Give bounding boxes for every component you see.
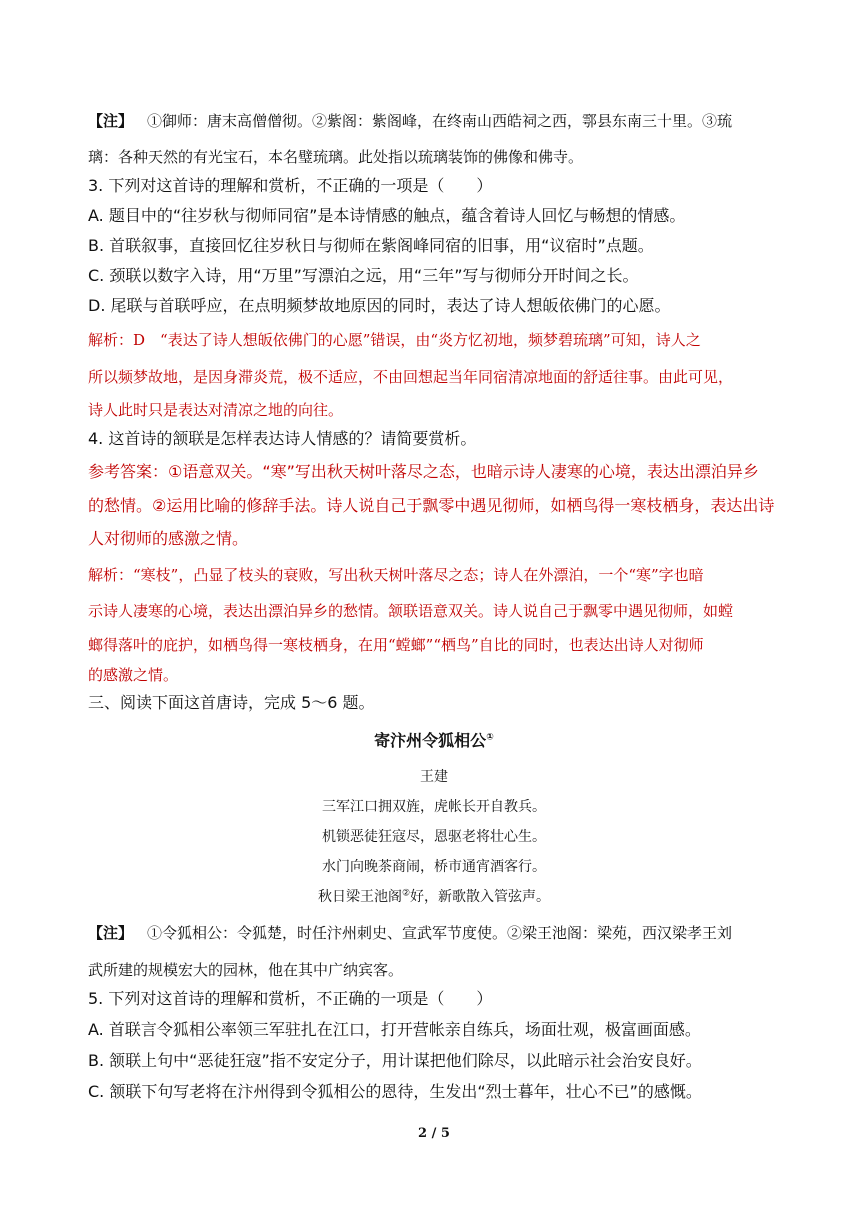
poem-line — [0, 887, 868, 907]
footnote-marker: ② — [401, 888, 411, 899]
option-a: A. 题目中的“往岁秋与彻师同宿”是本诗情感的触点，蕴含着诗人回忆与畅想的情感。 — [88, 206, 686, 225]
option-b: B. 首联叙事，直接回忆往岁秋日与彻师在紫阁峰同宿的旧事，用“议宿时”点题。 — [88, 236, 654, 255]
question-5-stem: 5. 下列对这首诗的理解和赏析，不正确的一项是（ ） — [88, 989, 493, 1008]
poem-line: 机锁恶徒狂寇尽，恩驱老将壮心生。 — [322, 829, 546, 845]
analysis-line: 解析：“寒枝”，凸显了枝头的衰败，写出秋天树叶落尽之态；诗人在外漂泊，一个“寒”字也暗 — [88, 566, 704, 584]
page-number: 2 / 5 — [418, 1126, 450, 1141]
option-b: B. 颔联上句中“恶徒狂寇”指不安定分子，用计谋把他们除尽，以此暗示社会治安良好。 — [88, 1051, 702, 1070]
poem-line-text: 好，新歌散入管弦声。 — [410, 889, 551, 905]
poem-line-text: 秋日梁王池阁 — [317, 889, 402, 905]
option-c: C. 颈联以数字入诗，用“万里”写漂泊之远，用“三年”写与彻师分开时间之长。 — [88, 266, 639, 285]
poem-title-text: 寄汴州令狐相公 — [374, 731, 487, 750]
question-4-stem: 4. 这首诗的颔联是怎样表达诗人情感的？请简要赏析。 — [88, 429, 477, 448]
option-a: A. 首联言令狐相公率领三军驻扎在江口，打开营帐亲自练兵，场面壮观，极富画面感。 — [88, 1020, 701, 1039]
question-3-stem: 3. 下列对这首诗的理解和赏析，不正确的一项是（ ） — [88, 176, 493, 195]
note-tag: 【注】 — [88, 924, 134, 942]
note-line — [88, 923, 732, 943]
section-heading: 三、阅读下面这首唐诗，完成 5～6 题。 — [88, 693, 375, 712]
footnote-marker: ① — [486, 732, 494, 743]
note-text: ①令狐相公：令狐楚，时任汴州刺史、宣武军节度使。②梁王池阁：梁苑，西汉梁孝王刘 — [147, 924, 733, 942]
note-text: ①御师：唐末高僧僧彻。②紫阁：紫阁峰，在终南山西皓祠之西，鄠县东南三十里。③琉 — [147, 112, 733, 130]
analysis-line: 示诗人凄寒的心境，表达出漂泊异乡的愁情。颔联语意双关。诗人说自己于飘零中遇见彻师，如螳 — [88, 602, 734, 620]
analysis-line: 解析：D “表达了诗人想皈依佛门的心愿”错误，由“炎方忆初地，频梦碧琉璃”可知，诗人之 — [88, 331, 701, 349]
answer-line: 的愁情。②运用比喻的修辞手法。诗人说自己于飘零中遇见彻师，如栖鸟得一寒枝栖身，表达出诗 — [88, 496, 775, 515]
option-c: C. 颔联下句写老将在汴州得到令狐相公的恩待，生发出“烈士暮年，壮心不已”的感慨。 — [88, 1082, 702, 1101]
analysis-line: 螂得落叶的庇护，如栖鸟得一寒枝栖身，在用“螳螂”“栖鸟”自比的同时，也表达出诗人对彻师 — [88, 636, 704, 654]
analysis-line: 的感激之情。 — [88, 666, 179, 684]
poem-line: 水门向晚茶商闹，桥市通宵酒客行。 — [322, 859, 546, 875]
analysis-line: 诗人此时只是表达对清凉之地的向往。 — [88, 401, 344, 419]
note-line: 璃：各种天然的有光宝石，本名璧琉璃。此处指以琉璃装饰的佛像和佛寺。 — [88, 148, 584, 166]
poem-line: 三军江口拥双旌，虎帐长开自教兵。 — [322, 799, 546, 815]
note-line — [88, 111, 732, 131]
answer-line: 人对彻师的感激之情。 — [88, 529, 249, 548]
analysis-line: 所以频梦故地，是因身滞炎荒，极不适应，不由回想起当年同宿清凉地面的舒适往事。由此可见， — [88, 368, 734, 386]
answer-line: 参考答案：①语意双关。“寒”写出秋天树叶落尽之态，也暗示诗人凄寒的心境，表达出漂泊异乡 — [88, 462, 759, 481]
poem-title — [0, 731, 868, 751]
poem-author: 王建 — [420, 769, 448, 785]
note-line: 武所建的规模宏大的园林，他在其中广纳宾客。 — [88, 961, 404, 979]
note-tag: 【注】 — [88, 112, 134, 130]
option-d: D. 尾联与首联呼应，在点明频梦故地原因的同时，表达了诗人想皈依佛门的心愿。 — [88, 296, 671, 315]
